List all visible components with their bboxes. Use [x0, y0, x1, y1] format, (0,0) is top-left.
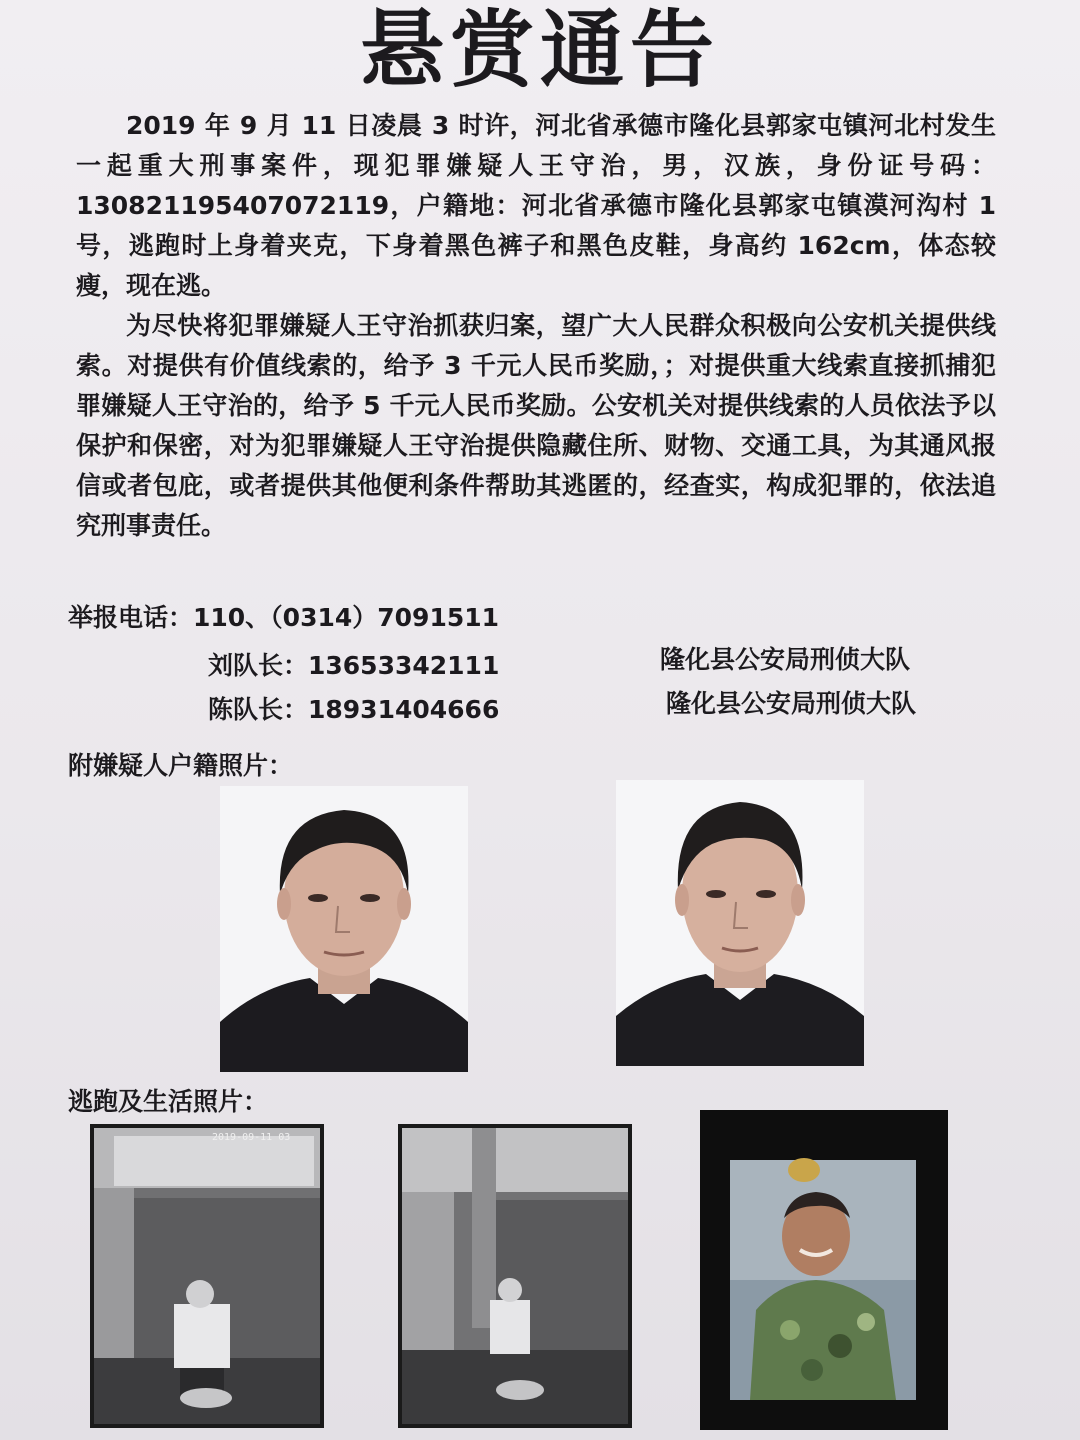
unit-label-1: 隆化县公安局刑侦大队 [660, 645, 911, 674]
hotline-text: 举报电话：110、（0314）7091511 [68, 603, 500, 632]
life-photo [700, 1110, 948, 1430]
paragraph-reward: 为尽快将犯罪嫌疑人王守治抓获归案，望广大人民群众积极向公安机关提供线索。对提供有价值线索的，给予 3 千元人民币奖励，；对提供重大线索直接抓捕犯罪嫌疑人王守治的，给予 5 千元人民币奖励。公安机关对提供线索的人员依法予以保护和保密，对为犯罪嫌疑人王守治提供隐藏住所、财物、交通工具，为其通风报信或者包庇，或者提供其他便利条件帮助其逃匿的，经查实，构成犯罪的，依法追究刑事责任。 [76, 311, 996, 540]
portrait-illustration [220, 786, 468, 1072]
cctv-scene [402, 1128, 628, 1424]
cctv-timestamp: 2019-09-11 03 [212, 1132, 291, 1143]
cctv-frame-2 [398, 1124, 632, 1428]
portrait-illustration [616, 780, 864, 1066]
contact-liu: 刘队长：13653342111 [208, 651, 500, 680]
caption-life-photos: 逃跑及生活照片： [68, 1087, 269, 1116]
cctv-frame-1 [90, 1124, 324, 1428]
cctv-scene [94, 1128, 320, 1424]
notice-body [76, 106, 996, 546]
caption-id-photos: 附嫌疑人户籍照片： [68, 751, 294, 780]
contact-chen: 陈队长：18931404666 [208, 695, 500, 724]
unit-label-2: 隆化县公安局刑侦大队 [666, 689, 917, 718]
suspect-id-photo-1 [220, 786, 468, 1072]
suspect-id-photo-2 [616, 780, 864, 1066]
life-photo-scene [700, 1110, 948, 1430]
notice-title: 悬赏通告 [359, 1, 720, 99]
paragraph-case: 2019 年 9 月 11 日凌晨 3 时许，河北省承德市隆化县郭家屯镇河北村发生一起重大刑事案件，现犯罪嫌疑人王守治，男，汉族，身份证号码：130821195407072119，户籍地：河北省承德市隆化县郭家屯镇漠河沟村 1 号，逃跑时上身着夹克，下身着黑色裤子和黑色皮鞋，身高约 162cm，体态较瘦，现在逃。 [76, 111, 996, 300]
